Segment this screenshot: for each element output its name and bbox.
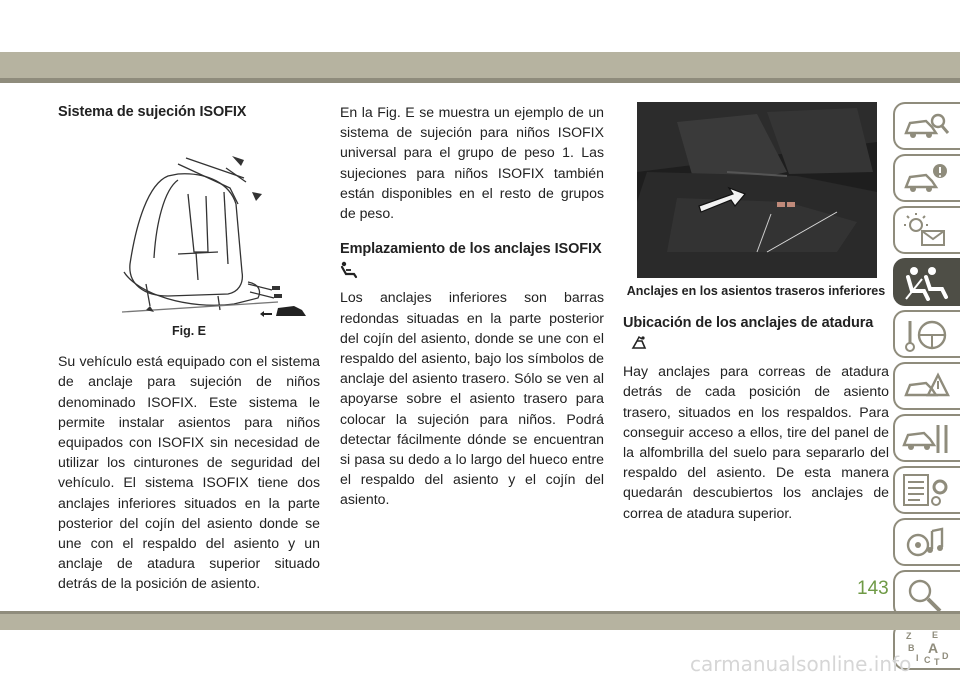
seated-passengers-icon — [902, 265, 950, 301]
rear-anchors-caption: Anclajes en los asientos traseros inferiores — [626, 284, 886, 298]
key-steering-wheel-icon — [902, 317, 950, 353]
tab-warning-lights[interactable] — [893, 206, 960, 254]
isofix-seat-icon — [340, 261, 358, 279]
tab-car-magnifier[interactable] — [893, 102, 960, 150]
child-seat-illustration — [58, 134, 320, 322]
top-band — [0, 52, 960, 78]
svg-text:Z: Z — [906, 631, 912, 641]
svg-text:D: D — [942, 651, 949, 661]
page-number: 143 — [857, 578, 889, 599]
tab-technical-specs[interactable] — [893, 466, 960, 514]
middle-column — [340, 102, 604, 510]
media-navigation-icon — [902, 525, 950, 561]
car-magnifier-icon — [902, 109, 950, 145]
car-direction-icon — [260, 306, 306, 317]
svg-text:C: C — [924, 655, 931, 665]
tether-location-heading: Ubicación de los anclajes de atadura — [623, 315, 874, 331]
figure-intro-paragraph: En la Fig. E se muestra un ejemplo de un sistema de sujeción para niños ISOFIX universal para el grupo de peso 1. Las sujeciones para niños ISOFIX también están disponibles en el resto de grupos de peso. — [340, 104, 604, 222]
isofix-body: Su vehículo está equipado con el sistema de anclaje para sujeción de niños denominado ISOFIX. Este sistema le permite instalar asientos para niños equipados con ISOFIX sin necesidad de utilizar los cinturones de seguridad del vehículo. El sistema ISOFIX tiene dos anclajes inferiores situados en la parte posterior del cojín del asiento donde se une con el respaldo del asiento y un anclaje de atadura superior situado detrás de la posición de asiento. — [58, 353, 320, 592]
svg-text:T: T — [934, 657, 940, 665]
anchor-location-body: Los anclajes inferiores son barras redondas situadas en la parte posterior del cojín del asiento, donde se une con el respaldo del asiento, bajo los símbolos de anclaje del asiento trasero. Sólo se ven al apoyarse sobre el asiento trasero para colocar la sujeción para niños. Podrá detectar fácilmente dónde se encuentran si pasa su dedo a lo largo del hueco entre el respaldo del asiento y el cojín del asiento. — [340, 289, 604, 508]
svg-text:A: A — [928, 640, 939, 656]
checklist-gear-icon — [902, 473, 950, 509]
tab-starting-driving[interactable] — [893, 310, 960, 358]
tab-seated-passengers[interactable] — [893, 258, 960, 306]
anchor-location-heading: Emplazamiento de los anclajes ISOFIX — [340, 241, 602, 258]
magnifier-icon — [902, 577, 950, 613]
figure-e-caption: Fig. E — [171, 324, 207, 339]
car-info-icon — [902, 161, 950, 197]
car-warning-icon — [902, 369, 950, 405]
tether-anchor-icon — [631, 335, 647, 351]
rear-seat-photo — [637, 102, 877, 278]
top-band-line — [0, 78, 960, 83]
tether-location-body: Hay anclajes para correas de atadura detrás de cada posición de asiento trasero, situados en los respaldos. Para conseguir acceso a ellos, tire del panel de la alfombrilla del suelo para separarlo del respaldo del asiento. De esta manera quedarán descubiertos los anclajes de correa de atadura superior. — [623, 363, 889, 521]
bottom-band — [0, 614, 960, 630]
child-seat-figure — [58, 134, 320, 322]
svg-text:I: I — [916, 653, 919, 663]
left-column — [58, 102, 320, 594]
tab-multimedia[interactable] — [893, 518, 960, 566]
svg-text:B: B — [908, 643, 915, 653]
car-tools-icon — [902, 421, 950, 457]
tab-car-info[interactable] — [893, 154, 960, 202]
tab-servicing[interactable] — [893, 414, 960, 462]
watermark: carmanualsonline.info — [690, 652, 912, 676]
warning-light-mail-icon — [902, 213, 950, 249]
isofix-heading: Sistema de sujeción ISOFIX — [58, 104, 247, 120]
right-column — [623, 102, 889, 523]
svg-text:E: E — [932, 630, 939, 640]
tab-emergency[interactable] — [893, 362, 960, 410]
